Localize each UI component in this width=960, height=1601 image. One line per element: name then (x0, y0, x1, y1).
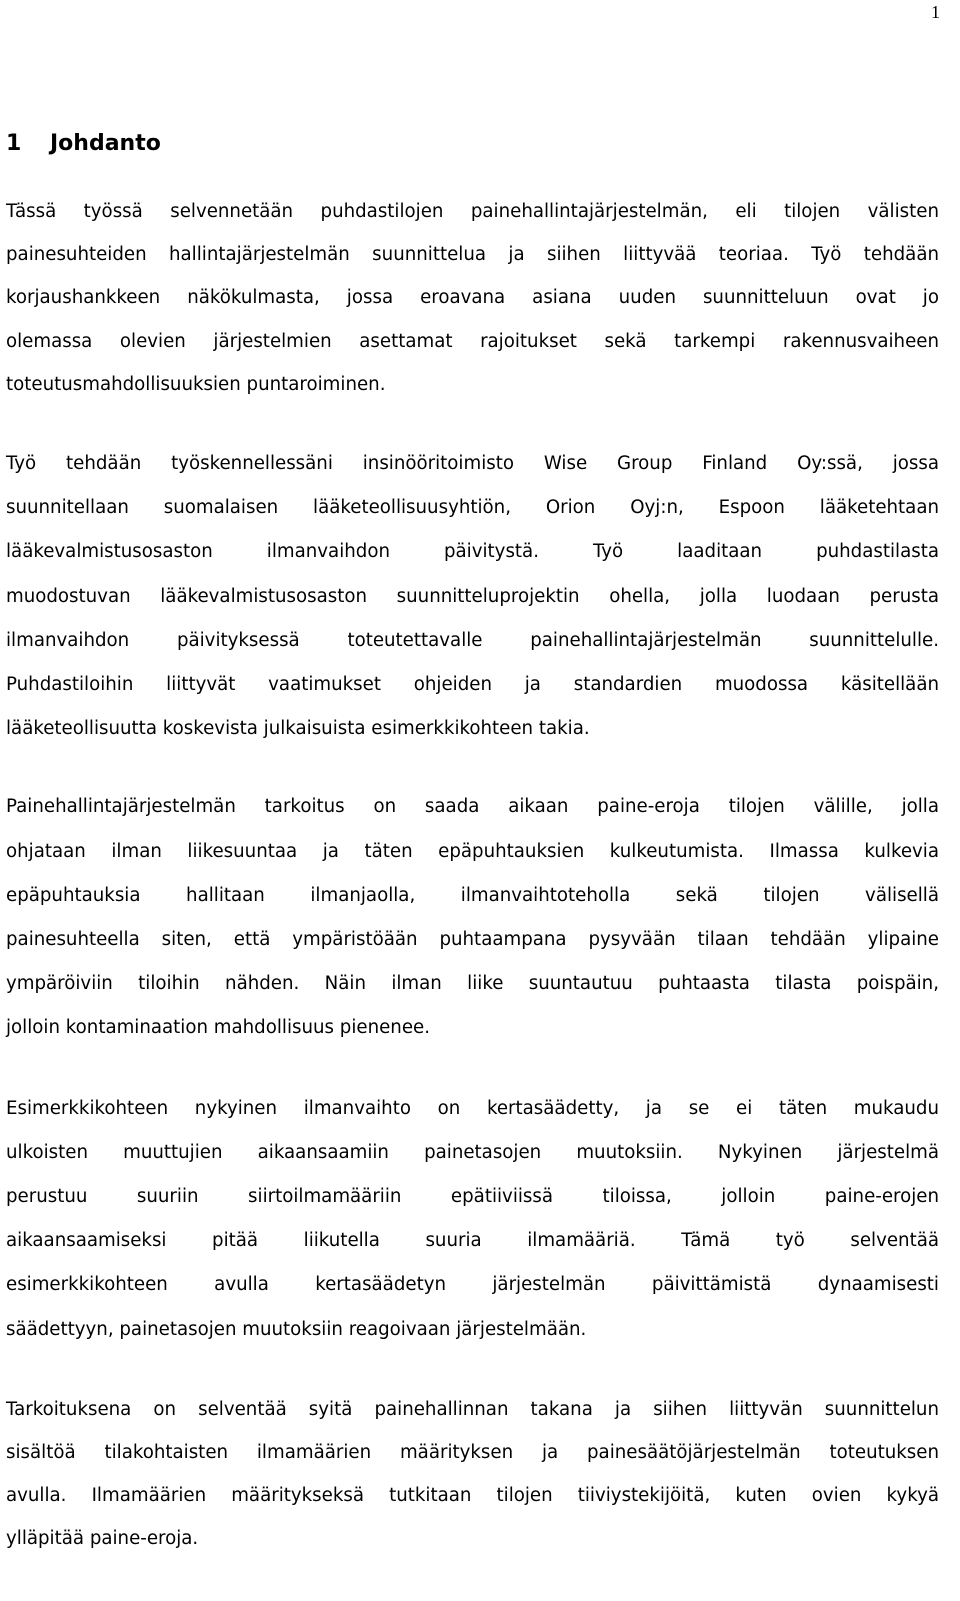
text-line: Puhdastiloihin liittyvät vaatimukset ohjeiden ja standardien muodossa käsitellään (6, 674, 939, 696)
text-line: muodostuvan lääkevalmistusosaston suunnitteluprojektin ohella, jolla luodaan perusta (6, 585, 939, 607)
page-number: 1 (931, 2, 940, 22)
text-line: painesuhteella siten, että ympäristöään puhtaampana pysyvään tilaan tehdään ylipaine (6, 929, 939, 951)
document-body (6, 126, 939, 1561)
text-line: ohjataan ilman liikesuuntaa ja täten epäpuhtauksien kulkeutumista. Ilmassa kulkevia (6, 840, 939, 862)
text-line: Esimerkkikohteen nykyinen ilmanvaihto on kertasäädetty, ja se ei täten mukaudu (6, 1097, 939, 1119)
text-line: Työ tehdään työskennellessäni insinööritoimisto Wise Group Finland Oy:ssä, jossa (6, 453, 939, 475)
text-line: Tarkoituksena on selventää syitä painehallinnan takana ja siihen liittyvän suunnittelun (6, 1398, 939, 1420)
text-line: toteutusmahdollisuuksien puntaroiminen. (6, 373, 386, 395)
text-line: suunnitellaan suomalaisen lääketeollisuusyhtiön, Orion Oyj:n, Espoon lääketehtaan (6, 497, 939, 519)
text-line: perustuu suuriin siirtoilmamääriin epätiiviissä tiloissa, jolloin paine-erojen (6, 1186, 939, 1208)
paragraph-5 (6, 1388, 939, 1561)
paragraph-2 (6, 442, 939, 751)
text-line: ulkoisten muuttujien aikaansaamiin painetasojen muutoksiin. Nykyinen järjestelmä (6, 1141, 939, 1163)
text-line: epäpuhtauksia hallitaan ilmanjaolla, ilmanvaihtoteholla sekä tilojen välisellä (6, 884, 939, 906)
section-number: 1 (6, 131, 22, 156)
text-line: Painehallintajärjestelmän tarkoitus on saada aikaan paine-eroja tilojen välille, jolla (6, 796, 939, 818)
text-line: esimerkkikohteen avulla kertasäädetyn järjestelmän päivittämistä dynaamisesti (6, 1274, 939, 1296)
text-line: Tässä työssä selvennetään puhdastilojen painehallintajärjestelmän, eli tilojen välisten (6, 201, 939, 222)
section-title: Johdanto (50, 131, 161, 156)
text-line: ympäröiviin tiloihin nähden. Näin ilman liike suuntautuu puhtaasta tilasta poispäin, (6, 973, 939, 995)
text-line: ylläpitää paine-eroja. (6, 1528, 199, 1550)
text-line: sisältöä tilakohtaisten ilmamäärien määrityksen ja painesäätöjärjestelmän toteutuksen (6, 1442, 939, 1464)
text-line: lääketeollisuutta koskevista julkaisuista esimerkkikohteen takia. (6, 718, 590, 740)
text-line: avulla. Ilmamäärien määritykseksä tutkitaan tilojen tiiviystekijöitä, kuten ovien kykyä (6, 1485, 939, 1507)
text-line: jolloin kontaminaation mahdollisuus pienenee. (6, 1017, 430, 1039)
paragraph-3 (6, 785, 939, 1050)
text-line: olemassa olevien järjestelmien asettamat rajoitukset sekä tarkempi rakennusvaiheen (6, 330, 939, 352)
section-heading (6, 126, 939, 162)
paragraph-4 (6, 1087, 939, 1352)
text-line: lääkevalmistusosaston ilmanvaihdon päivitystä. Työ laaditaan puhdastilasta (6, 541, 939, 563)
text-line: aikaansaamiseksi pitää liikutella suuria ilmamääriä. Tämä työ selventää (6, 1230, 939, 1252)
text-line: painesuhteiden hallintajärjestelmän suunnittelua ja siihen liittyvää teoriaa. Työ tehdään (6, 244, 939, 266)
text-line: korjaushankkeen näkökulmasta, jossa eroavana asiana uuden suunnitteluun ovat jo (6, 287, 939, 309)
text-line: säädettyyn, painetasojen muutoksiin reagoivaan järjestelmään. (6, 1318, 587, 1340)
paragraph-1 (6, 190, 939, 406)
text-line: ilmanvaihdon päivityksessä toteutettavalle painehallintajärjestelmän suunnittelulle. (6, 629, 939, 651)
